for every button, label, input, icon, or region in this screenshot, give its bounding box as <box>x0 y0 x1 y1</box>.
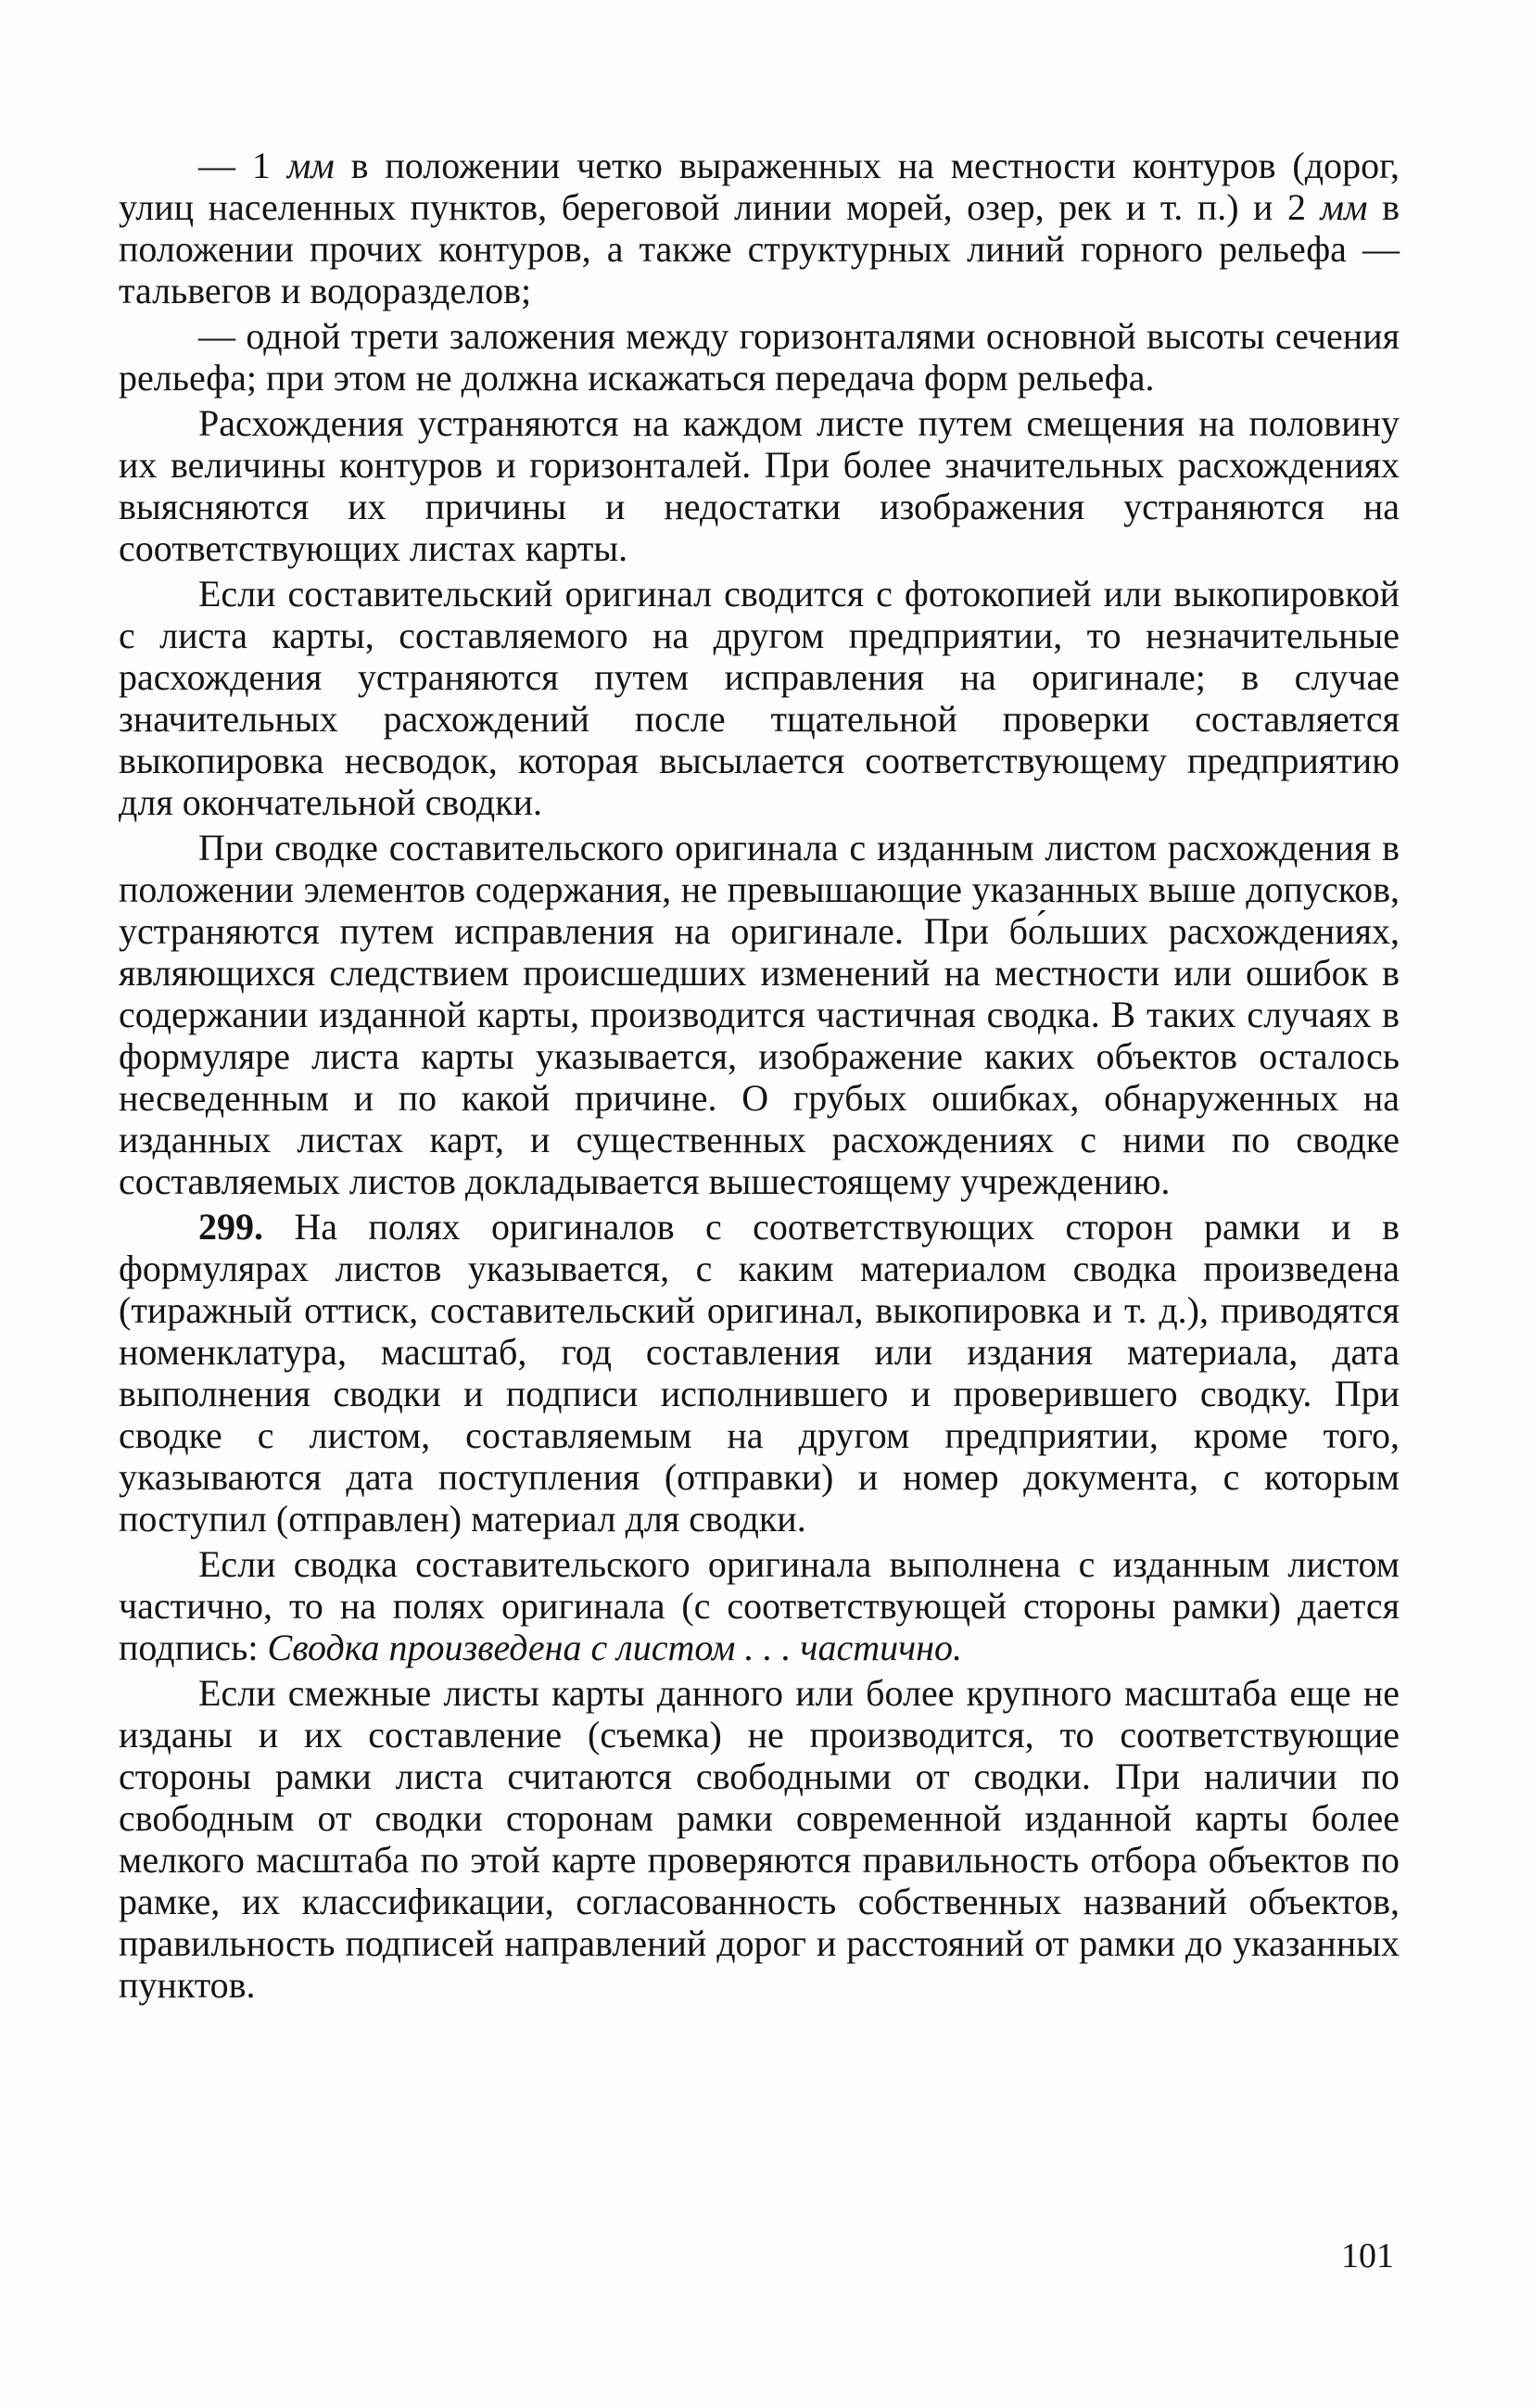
paragraph-photocopy: Если составительский оригинал сводится с фотокопией или выкопировкой с листа карты, составляемого на другом предприятии, то незначительные расхождения устраняются путем исправления на оригинале; в случае значительных расхождений после тщательной проверки составляется выкопировка несводок, которая высылается соответствующему предприятию для окончательной сводки. <box>119 573 1400 823</box>
page-number: 101 <box>1341 2237 1394 2275</box>
paragraph-partial <box>119 1543 1400 1668</box>
paragraph-text: — 1 <box>198 145 287 186</box>
paragraph-299 <box>119 1206 1400 1540</box>
paragraph-published-sheet: При сводке составительского оригинала с изданным листом расхождения в положении элементов содержания, не превышающие указанных выше допусков, устраняются путем исправления на оригинале. При бо́льших расхождениях, являющихся следствием происшедших изменений на местности или ошибок в содержании изданной карты, производится частичная сводка. В таких случаях в формуляре листа карты указывается, изображение каких объектов осталось несведенным и по какой причине. О грубых ошибках, обнаруженных на изданных листах карт, и существенных расхождениях с ними по сводке составляемых листов докладывается вышестоящему учреждению. <box>119 827 1400 1202</box>
paragraph-text: в положении четко выраженных на местности контуров (дорог, улиц населенных пунктов, береговой линии морей, озер, рек и т. п.) и 2 <box>119 145 1400 228</box>
paragraph-discrepancies: Расхождения устраняются на каждом листе путем смещения на половину их величины контуров и горизонталей. При более значительных расхождениях выясняются их причины и недостатки изображения устраняются на соответствующих листах карты. <box>119 402 1400 569</box>
paragraph-text: Если сводка составительского оригинала выполнена с изданным листом частично, то на полях оригинала (с соответствующей стороны рамки) дается подпись: <box>119 1543 1400 1668</box>
italic-caption: Сводка произведена с листом . . . частично. <box>267 1627 963 1668</box>
unit-mm: мм <box>286 145 335 186</box>
paragraph-text: На полях оригиналов с соответствующих сторон рамки и в формулярах листов указывается, с каким материалом сводка произведена (тиражный оттиск, составительский оригинал, выкопировка и т. д.), приводятся номенклатура, масштаб, год составления или издания материала, дата выполнения сводки и подписи исполнившего и проверившего сводку. При сводке с листом, составляемым на другом предприятии, кроме того, указываются дата поступления (отправки) и номер документа, с которым поступил (отправлен) материал для сводки. <box>119 1206 1400 1540</box>
paragraph-tolerance-relief: — одной трети заложения между горизонталями основной высоты сечения рельефа; при этом не должна искажаться передача форм рельефа. <box>119 315 1400 399</box>
section-number: 299. <box>198 1206 263 1248</box>
paragraph-tolerance-contours <box>119 145 1400 311</box>
body-text <box>119 145 1400 2006</box>
unit-mm: мм <box>1320 186 1368 228</box>
paragraph-text: в положении прочих контуров, а также структурных линий горного рельефа — тальвегов и водоразделов; <box>119 186 1400 311</box>
paragraph-free-sides: Если смежные листы карты данного или более крупного масштаба еще не изданы и их составление (съемка) не производится, то соответствующие стороны рамки листа считаются свободными от сводки. При наличии по свободным от сводки сторонам рамки современной изданной карты более мелкого масштаба по этой карте проверяются правильность отбора объектов по рамке, их классификации, согласованность собственных названий объектов, правильность подписей направлений дорог и расстояний от рамки до указанных пунктов. <box>119 1672 1400 2006</box>
